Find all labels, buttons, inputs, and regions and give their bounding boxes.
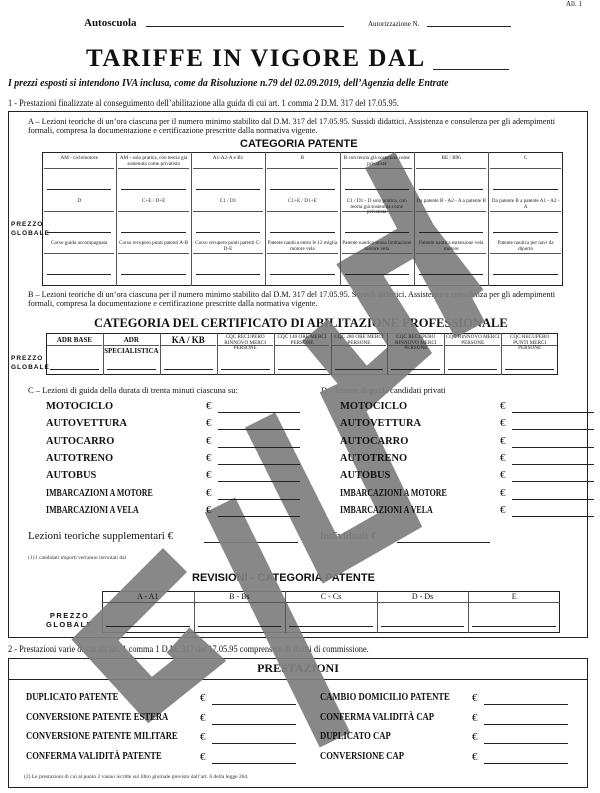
- vehicle-label: [46, 417, 186, 429]
- section-d-title: D – Esame di guida candidati privati: [321, 385, 446, 395]
- vehicle-label-text: IMBARCAZIONI A MOTORE: [46, 486, 153, 499]
- category-price-field[interactable]: [345, 274, 409, 275]
- category-price-field[interactable]: [121, 189, 185, 190]
- professional-price-field[interactable]: [50, 369, 99, 370]
- vehicle-label: [340, 504, 480, 516]
- category-price-field[interactable]: [493, 274, 557, 275]
- category-price-field[interactable]: [270, 189, 334, 190]
- category-price-field[interactable]: [47, 232, 111, 233]
- category-header-cell: A1-A2-A e B1: [193, 156, 263, 169]
- service-price-field[interactable]: [212, 724, 296, 725]
- category-price-field[interactable]: [196, 232, 260, 233]
- services-table-title: PRESTAZIONI: [257, 661, 339, 675]
- revision-header-cell: B - Bs: [194, 592, 286, 603]
- service-label-text: CONFERMA VALIDITÀ CAP: [320, 711, 435, 723]
- professional-price-field[interactable]: [391, 369, 440, 370]
- euro-sign: €: [206, 434, 212, 447]
- section-2-header-divider: [8, 679, 588, 680]
- professional-price-field[interactable]: [448, 369, 497, 370]
- service-label: [320, 731, 490, 742]
- vehicle-label: [340, 400, 480, 412]
- service-label: [320, 751, 490, 762]
- vehicle-label-text: AUTOBUS: [46, 469, 97, 482]
- euro-sign: €: [500, 417, 506, 430]
- vehicle-label: [340, 487, 480, 499]
- revision-price-field[interactable]: [198, 626, 282, 627]
- euro-sign: €: [500, 451, 506, 464]
- category-header-cell: BE / B96: [416, 156, 486, 169]
- vehicle-price-field[interactable]: [218, 447, 300, 448]
- service-label-text: CONVERSIONE CAP: [320, 750, 404, 762]
- professional-column-divider: [501, 333, 502, 375]
- section-b-text: B – Lezioni teoriche di un’ora ciascuna per il numero minimo stabilito dal D.M. 317 del 17.05.95. Sussidi didattici. Assistenza e consulenza per gli adempimenti formali, compresa la documentazione e certificazione prescritte dalla normativa vigente.: [28, 290, 556, 308]
- service-price-field[interactable]: [484, 763, 568, 764]
- footnote-2: (2) Le prestazioni di cui al punto 2 vanno iscritte sul libro giornale previsto dall’art. 6 della legge 264.: [24, 774, 249, 780]
- school-label: Autoscuola: [84, 17, 137, 29]
- category-price-field[interactable]: [419, 232, 483, 233]
- vehicle-label-text: AUTOTRENO: [340, 451, 408, 464]
- vehicle-label-text: AUTOVETTURA: [340, 417, 422, 430]
- category-header-cell: C: [490, 156, 560, 169]
- professional-column-divider: [160, 333, 161, 375]
- vehicle-label-text: IMBARCAZIONI A VELA: [340, 503, 433, 516]
- category-price-field[interactable]: [493, 232, 557, 233]
- euro-sign: €: [500, 469, 506, 482]
- vehicle-label-text: AUTOCARRO: [46, 434, 115, 447]
- category-price-field[interactable]: [419, 189, 483, 190]
- revision-price-field[interactable]: [106, 626, 190, 627]
- category-price-field[interactable]: [419, 274, 483, 275]
- professional-header-cell: ADR SPECIALISTICA: [104, 336, 159, 355]
- professional-price-field[interactable]: [505, 369, 554, 370]
- vehicle-label: [46, 487, 186, 499]
- category-header-cell: AM - ciclomotore: [44, 156, 114, 169]
- category-price-field[interactable]: [345, 189, 409, 190]
- category-price-field[interactable]: [493, 189, 557, 190]
- professional-header-cell: CQC RECUPERO RINNOVO MERCI PERSONE: [388, 335, 443, 346]
- vehicle-label-text: AUTOTRENO: [46, 451, 114, 464]
- service-price-field[interactable]: [212, 763, 296, 764]
- vehicle-price-field[interactable]: [512, 516, 594, 517]
- revision-price-field[interactable]: [381, 626, 465, 627]
- vehicle-label: [46, 400, 186, 412]
- category-price-field[interactable]: [196, 274, 260, 275]
- vehicle-label: [340, 435, 480, 447]
- service-label: [320, 692, 490, 703]
- revision-price-field[interactable]: [289, 626, 373, 627]
- category-price-field[interactable]: [121, 232, 185, 233]
- euro-sign: €: [200, 692, 206, 704]
- service-label: [26, 751, 196, 762]
- euro-sign: €: [206, 400, 212, 412]
- category-header-cell: Corso recupero punti patenti C-D-E: [193, 241, 263, 254]
- euro-sign: €: [200, 731, 206, 743]
- vat-note: I prezzi esposti si intendono IVA inclusa, come da Risoluzione n.79 del 02.09.2019, dell’Agenzia delle Entrate: [8, 77, 449, 89]
- service-label: [26, 692, 196, 703]
- euro-sign: €: [206, 469, 212, 482]
- category-column-divider: [191, 152, 192, 286]
- category-header-cell: C+E / D+E: [118, 199, 188, 212]
- price-label-b: PREZZO GLOBALE: [11, 355, 50, 371]
- vehicle-label: [46, 452, 186, 464]
- category-table-title: CATEGORIA PATENTE: [240, 138, 358, 150]
- professional-header-cell: CQC RECUPERO RINNOVO MERCI PERSONE: [218, 335, 273, 346]
- vehicle-label-text: AUTOBUS: [340, 469, 391, 482]
- individual-lessons-field[interactable]: [397, 542, 490, 543]
- category-price-field[interactable]: [196, 189, 260, 190]
- euro-sign: €: [500, 503, 506, 516]
- supplementary-lessons-field[interactable]: [204, 542, 298, 543]
- category-column-divider: [116, 152, 117, 286]
- euro-sign: €: [472, 750, 478, 763]
- vehicle-label: [340, 417, 480, 429]
- category-price-field[interactable]: [345, 232, 409, 233]
- vehicle-price-field[interactable]: [218, 516, 300, 517]
- service-label: [26, 712, 196, 723]
- euro-sign: €: [206, 451, 212, 464]
- revision-header-cell: E: [468, 592, 560, 603]
- vehicle-label-text: AUTOCARRO: [340, 434, 409, 447]
- professional-header-cell: KA / KB: [161, 335, 216, 346]
- section-c-title: C – Lezioni di guida della durata di trenta minuti ciascuna su:: [28, 385, 238, 395]
- vehicle-price-field[interactable]: [218, 412, 300, 413]
- service-label-text: DUPLICATO CAP: [320, 731, 391, 742]
- vehicle-price-field[interactable]: [512, 412, 594, 413]
- professional-column-divider: [274, 333, 275, 375]
- professional-column-divider: [217, 333, 218, 375]
- category-license-table: [42, 152, 563, 286]
- vehicle-price-field[interactable]: [218, 499, 300, 500]
- category-header-cell: D: [44, 199, 114, 212]
- service-label-text: CONVERSIONE PATENTE MILITARE: [26, 731, 178, 742]
- service-label: [26, 731, 196, 742]
- section-1-title: 1 - Prestazioni finalizzate al conseguimento dell’abilitazione alla guida di cui art. 1 comma 2 D.M. 317 del 17.05.95.: [8, 98, 399, 108]
- vehicle-label-text: IMBARCAZIONI A MOTORE: [340, 486, 447, 499]
- euro-sign: €: [200, 711, 206, 724]
- vehicle-price-field[interactable]: [512, 481, 594, 482]
- service-price-field[interactable]: [484, 704, 568, 705]
- vehicle-label-text: AUTOVETTURA: [46, 417, 128, 430]
- euro-sign: €: [472, 692, 478, 704]
- price-label-a: PREZZO GLOBALE: [11, 221, 50, 237]
- euro-sign: €: [500, 486, 506, 499]
- professional-column-divider: [331, 333, 332, 375]
- euro-sign: €: [472, 711, 478, 724]
- category-header-cell: Da patente B - A2 - A a patente B: [416, 199, 486, 212]
- euro-sign: €: [500, 400, 506, 412]
- euro-sign: €: [206, 503, 212, 516]
- euro-sign: €: [472, 731, 478, 743]
- vehicle-label: [340, 469, 480, 481]
- vehicle-label: [46, 504, 186, 516]
- service-price-field[interactable]: [212, 704, 296, 705]
- category-header-cell: Patente nautica estensione vela motore: [416, 241, 486, 254]
- professional-column-divider: [387, 333, 388, 375]
- category-header-cell: Da patente B a patente A1 - A2 - A: [490, 199, 560, 212]
- service-label-text: CONFERMA VALIDITÀ PATENTE: [26, 750, 162, 762]
- vehicle-price-field[interactable]: [512, 464, 594, 465]
- individual-lessons-label: Individuali €: [320, 530, 377, 542]
- category-column-divider: [414, 152, 415, 286]
- vehicle-price-field[interactable]: [512, 499, 594, 500]
- revision-column-divider: [377, 591, 378, 633]
- authorization-number-field[interactable]: [427, 26, 511, 27]
- professional-price-field[interactable]: [107, 369, 156, 370]
- category-header-cell: Patente nautica senza limitazione motore vela: [342, 241, 412, 254]
- category-price-field[interactable]: [47, 274, 111, 275]
- category-price-field[interactable]: [121, 274, 185, 275]
- professional-header-cell: CQC RECUPERO PUNTI MERCI PERSONE: [502, 335, 557, 346]
- professional-price-field[interactable]: [278, 369, 327, 370]
- category-column-divider: [265, 152, 266, 286]
- professional-header-cell: CQC RINNOVO MERCI PERSONE: [445, 334, 500, 346]
- category-column-divider: [340, 152, 341, 286]
- professional-price-field[interactable]: [164, 369, 213, 370]
- professional-price-field[interactable]: [335, 369, 384, 370]
- category-price-field[interactable]: [270, 232, 334, 233]
- authorization-label: Autorizzazione N.: [368, 20, 420, 28]
- vehicle-price-field[interactable]: [512, 447, 594, 448]
- revision-price-field[interactable]: [472, 626, 556, 627]
- vehicle-label-text: MOTOCICLO: [340, 400, 408, 412]
- category-price-field[interactable]: [270, 274, 334, 275]
- professional-header-cell: CQC 140 ORE MERCI PERSONE: [275, 335, 330, 346]
- vehicle-price-field[interactable]: [218, 464, 300, 465]
- service-label-text: DUPLICATO PATENTE: [26, 692, 119, 703]
- professional-column-divider: [103, 333, 104, 375]
- vehicle-label-text: IMBARCAZIONI A VELA: [46, 503, 139, 516]
- professional-column-divider: [444, 333, 445, 375]
- euro-sign: €: [500, 434, 506, 447]
- supplementary-lessons-label: Lezioni teoriche supplementari €: [28, 530, 174, 542]
- category-column-divider: [488, 152, 489, 286]
- vehicle-price-field[interactable]: [218, 481, 300, 482]
- category-price-field[interactable]: [47, 189, 111, 190]
- category-header-cell: C1 / D1: [193, 199, 263, 212]
- attachment-label: All. 1: [566, 0, 582, 8]
- euro-sign: €: [206, 417, 212, 430]
- vehicle-price-field[interactable]: [512, 429, 594, 430]
- vehicle-label-text: MOTOCICLO: [46, 400, 114, 412]
- revision-column-divider: [468, 591, 469, 633]
- category-header-cell: Patente nautica per navi da diporto: [490, 241, 560, 254]
- school-name-field[interactable]: [146, 26, 344, 27]
- vehicle-label: [46, 435, 186, 447]
- revision-table-title: REVISIONI - CATEGORIA PATENTE: [192, 572, 375, 584]
- professional-table-title: CATEGORIA DEL CERTIFICATO DI ABILITAZIONE PROFESSIONALE: [94, 316, 508, 330]
- service-price-field[interactable]: [484, 743, 568, 744]
- category-header-cell: C1 / D1 - D solo pratica, con teoria già sostenuta come privatista: [342, 199, 412, 212]
- category-header-cell: Corso recupero punti patenti A-B: [118, 241, 188, 254]
- professional-price-field[interactable]: [221, 369, 270, 370]
- revision-header-cell: A - A1: [102, 592, 194, 603]
- revision-header-cell: C - Cs: [285, 592, 377, 603]
- vehicle-label: [46, 469, 186, 481]
- category-header-cell: B: [267, 156, 337, 169]
- euro-sign: €: [200, 750, 206, 763]
- category-header-cell: Patente nautica entro le 12 miglia motore vela: [267, 241, 337, 254]
- vehicle-price-field[interactable]: [218, 429, 300, 430]
- footnote-1: (1) I candidati importi verranno introitati dal: [28, 555, 127, 561]
- revision-column-divider: [194, 591, 195, 633]
- service-label-text: CAMBIO DOMICILIO PATENTE: [320, 692, 450, 703]
- professional-header-cell: CQC 280 ORE MERCI PERSONE: [332, 335, 387, 346]
- section-2-title: 2 - Prestazioni varie di cui all’art. 1 comma 1 D.M. 317 del 17.05.95 comprensive di diritti di commissione.: [8, 644, 369, 654]
- category-header-cell: B con teoria già sostenuta come privatista: [342, 156, 412, 169]
- service-label-text: CONVERSIONE PATENTE ESTERA: [26, 711, 169, 723]
- revision-column-divider: [285, 591, 286, 633]
- vehicle-label: [340, 452, 480, 464]
- effective-date-field[interactable]: [433, 69, 509, 70]
- revision-header-cell: D - Ds: [377, 592, 469, 603]
- service-price-field[interactable]: [484, 724, 568, 725]
- category-header-cell: AM - solo pratica, con teoria già sostenuta come privatista: [118, 156, 188, 169]
- page-title: TARIFFE IN VIGORE DAL: [86, 45, 426, 72]
- category-header-cell: C1+E / D1+E: [267, 199, 337, 212]
- service-price-field[interactable]: [212, 743, 296, 744]
- price-label-rev: PREZZO GLOBALE: [46, 611, 94, 629]
- service-label: [320, 712, 490, 723]
- section-a-text: A – Lezioni teoriche di un’ora ciascuna per il numero minimo stabilito dal D.M. 317 del 17.05.95. Sussidi didattici. Assistenza e consulenza per gli adempimenti formali, compresa la documentazione e certificazione prescritte dalla normativa vigente.: [28, 117, 556, 135]
- category-header-cell: Corso guida accompagnata: [44, 241, 114, 254]
- professional-header-cell: ADR BASE: [47, 335, 102, 346]
- euro-sign: €: [206, 486, 212, 499]
